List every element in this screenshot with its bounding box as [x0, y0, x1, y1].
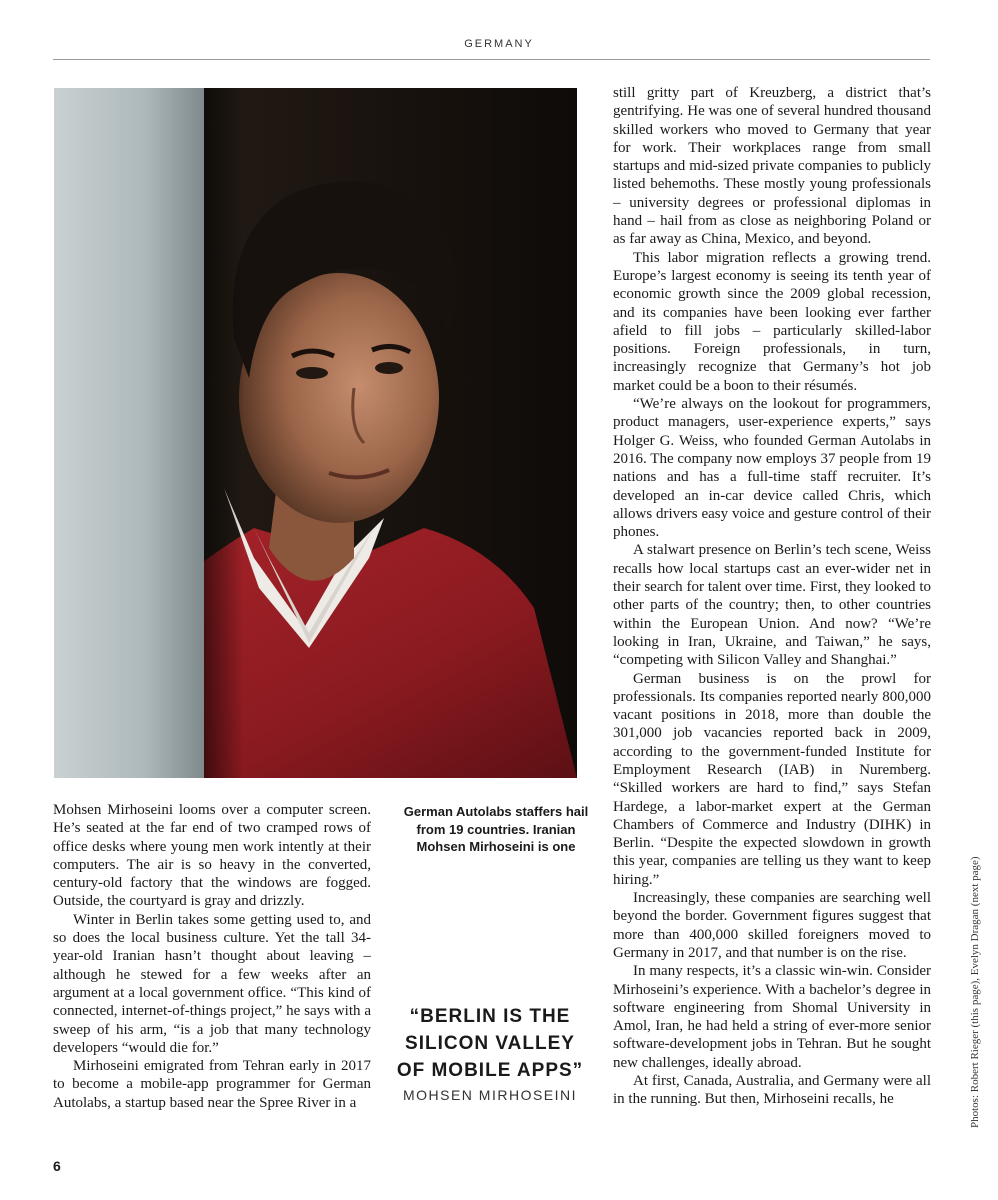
article-right-column	[613, 84, 931, 1109]
paragraph: still gritty part of Kreuzberg, a district that’s gentrifying. He was one of several hundred thousand skilled workers who moved to Germany that year for work. Their workplaces range from small startups and mid-sized private companies to publicly listed behemoths. These mostly young professionals – university degrees or professional diplomas in hand – hail from as close as neighboring Poland or as far away as China, Mexico, and beyond.	[613, 85, 931, 248]
paragraph: At first, Canada, Australia, and Germany were all in the running. But then, Mirhoseini recalls, he	[613, 1073, 931, 1108]
page-number: 6	[53, 1158, 61, 1174]
article-left-column	[53, 801, 371, 1112]
portrait-photo	[54, 88, 577, 778]
pull-quote-text: “BERLIN IS THE SILICON VALLEY OF MOBILE APPS”	[396, 1006, 584, 1081]
paragraph: Winter in Berlin takes some getting used to, and so does the local business culture. Yet the tall 34-year-old Iranian hasn’t thought about leaving – although he stewed for a few weeks after an argument at a local government office. “This kind of connected, internet-of-things project,” he says with a sweep of his arm, “is a job that many technology developers “would die for.”	[53, 911, 371, 1056]
paragraph: This labor migration reflects a growing trend. Europe’s largest economy is seeing its tenth year of economic growth since the 2009 global recession, and its companies have been looking ever farther afield to fill jobs – particularly skilled-labor positions. Foreign professionals, in turn, increasingly recognize that Germany’s hot job market could be a boon to their résumés.	[613, 249, 931, 394]
paragraph: In many respects, it’s a classic win-win. Consider Mirhoseini’s experience. With a bachelor’s degree in software engineering from Shomal University in Amol, Iran, he had held a string of ever-more senior software-development jobs in Tehran. But he sought new challenges, ideally abroad.	[613, 963, 931, 1071]
paragraph: Mirhoseini emigrated from Tehran early in 2017 to become a mobile-app programmer for German Autolabs, a startup based near the Spree River in a	[53, 1058, 371, 1111]
paragraph: A stalwart presence on Berlin’s tech scene, Weiss recalls how local startups cast an ever-wider net in their search for talent over time. First, they looked to other parts of the country; then, to other countries within the European Union. And now? “We’re looking in Iran, Ukraine, and Taiwan,” he says, “competing with Silicon Valley and Shanghai.”	[613, 542, 931, 669]
photo-caption: German Autolabs staffers hail from 19 countries. Iranian Mohsen Mirhoseini is one	[403, 804, 589, 854]
pull-quote	[390, 1003, 590, 1104]
paragraph: German business is on the prowl for professionals. Its companies reported nearly 800,000 vacant positions in 2018, more than double the 301,000 job vacancies reported back in 2009, according to the government-funded Institute for Employment Research (IAB) in Nuremberg. “Skilled workers are hard to find,” says Stefan Hardege, a labor-market expert at the German Chambers of Commerce and Industry (DIHK) in Berlin. “Despite the expected slowdown in growth this year, companies are telling us they want to keep hiring.”	[613, 670, 931, 888]
pull-quote-attribution: MOHSEN MIRHOSEINI	[402, 1087, 578, 1103]
photo-credit: Photos: Robert Rieger (this page), Evelyn Dragan (next page)	[969, 856, 981, 1128]
paragraph: Mohsen Mirhoseini looms over a computer screen. He’s seated at the far end of two cramped rows of office desks where young men work intently at their computers. The air is so heavy in the converted, century-old factory that the windows are fogged. Outside, the courtyard is gray and drizzly.	[53, 802, 371, 910]
paragraph: Increasingly, these companies are searching well beyond the border. Government figures suggest that more than 400,000 skilled foreigners moved to Germany in 2017, and that number is on the rise.	[613, 890, 931, 961]
section-label: GERMANY	[464, 38, 534, 50]
paragraph: “We’re always on the lookout for programmers, product managers, user-experience experts,” says Holger G. Weiss, who founded German Autolabs in 2016. The company now employs 37 people from 19 nations and has a full-time staff recruiter. It’s developed an in-car device called Chris, which allows drivers easy voice and gesture control of their phones.	[613, 396, 931, 541]
header-rule	[53, 59, 930, 60]
